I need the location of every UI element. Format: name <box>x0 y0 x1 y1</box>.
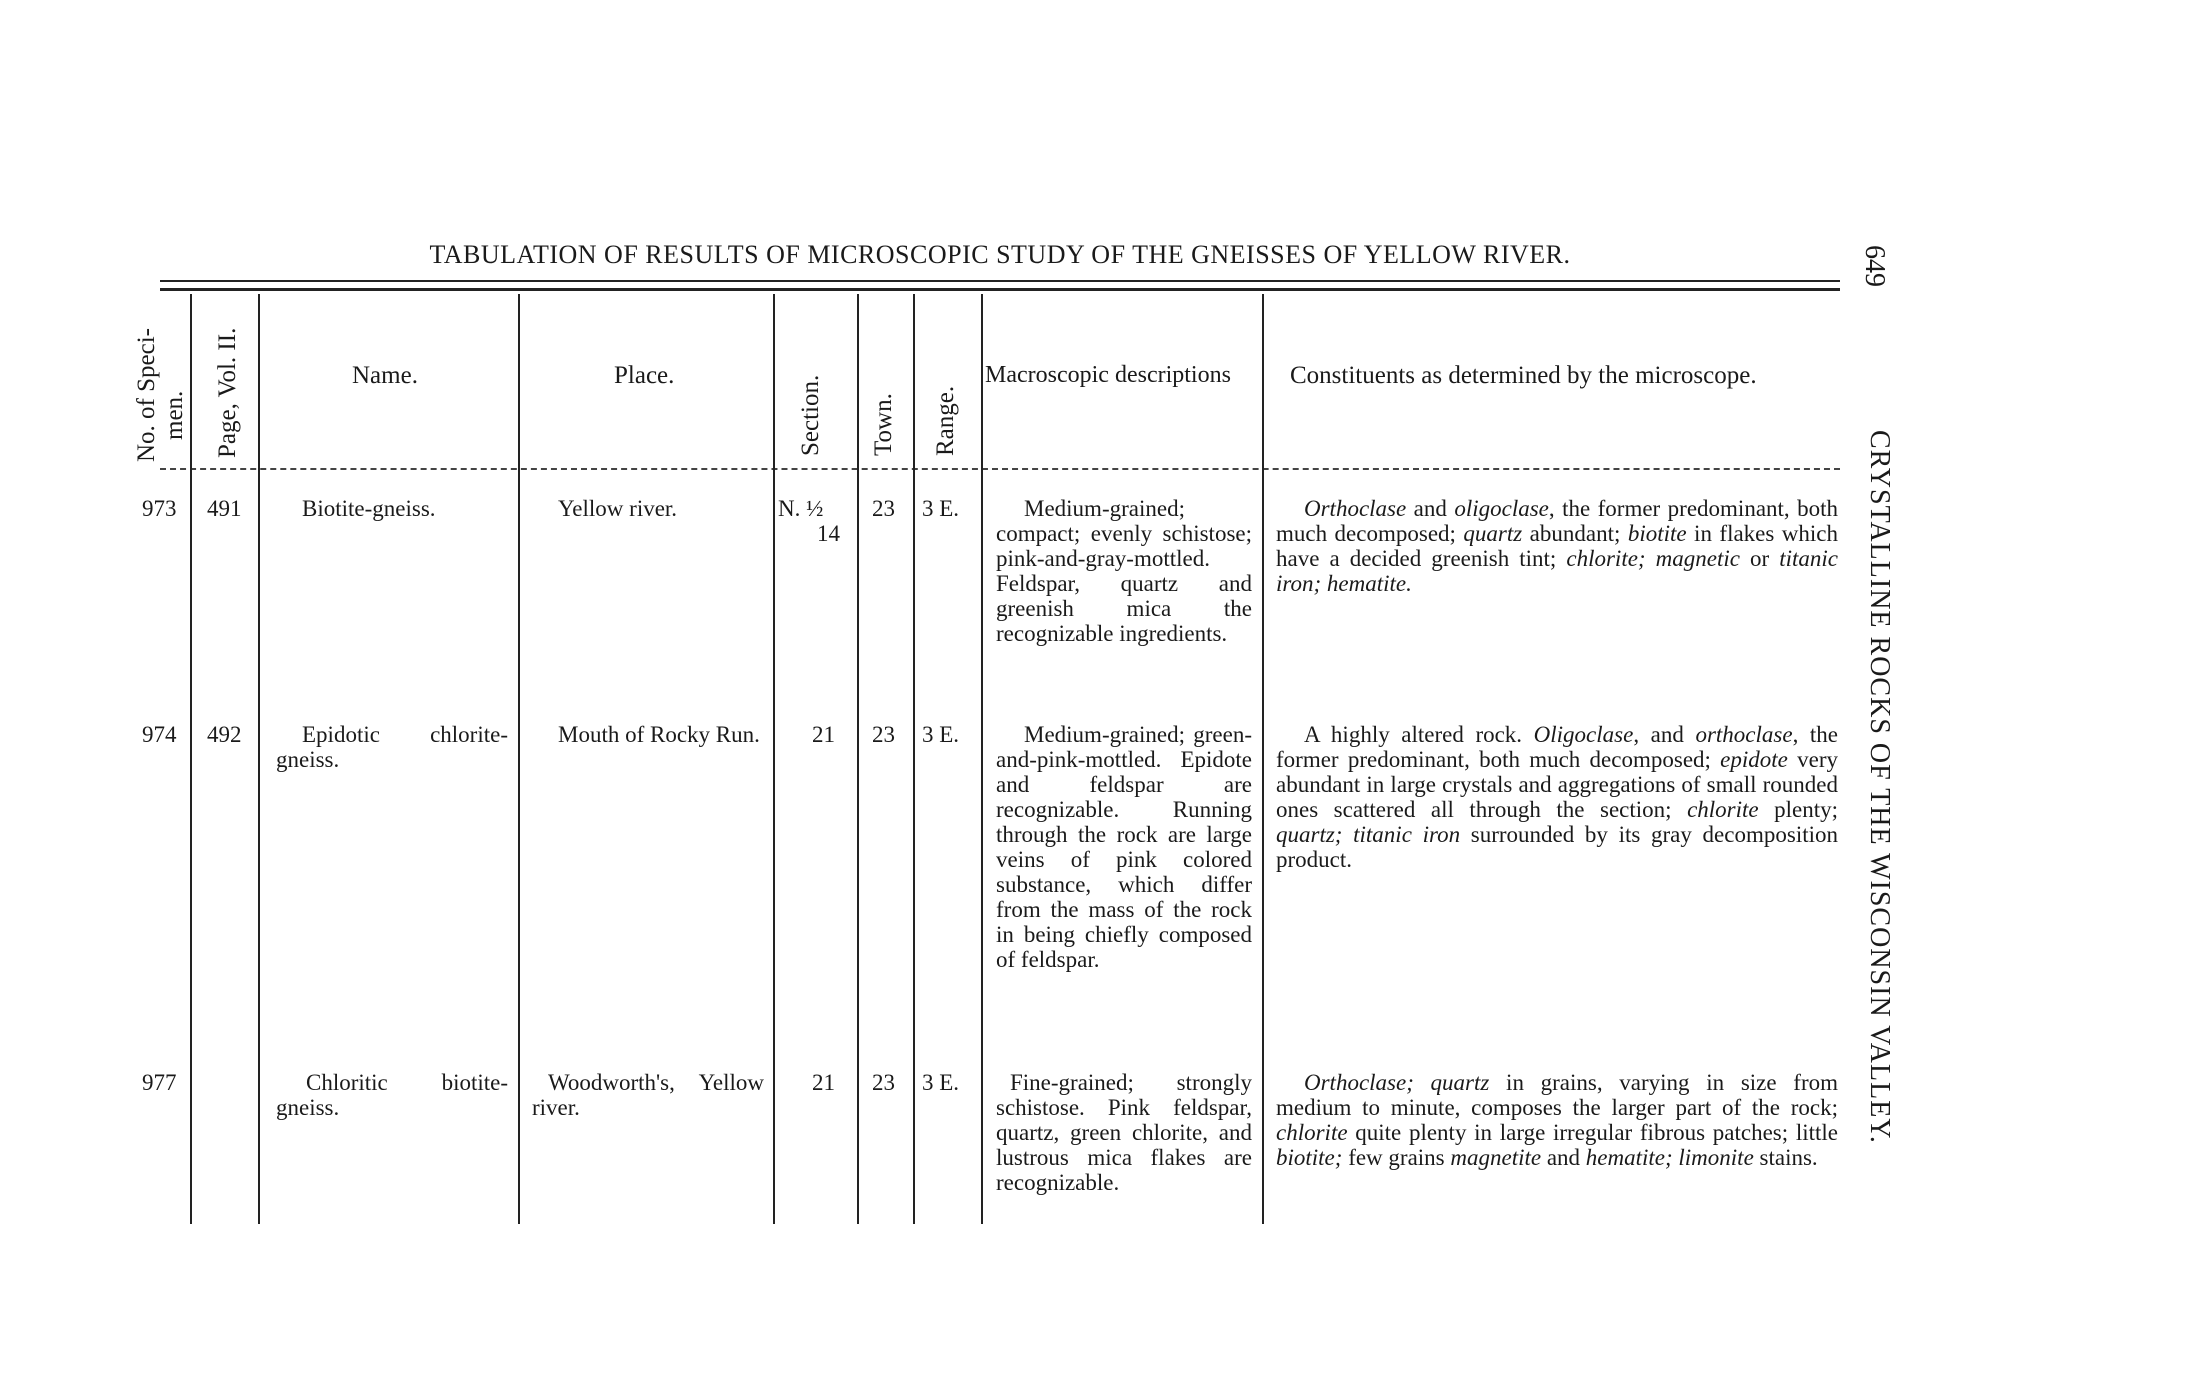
constituents <box>1276 722 1838 872</box>
constituent-text: very abundant in large crystals and aggregations of small rounded ones scattered all through the section; <box>1276 747 1838 822</box>
range: 3 E. <box>922 496 960 521</box>
mineral-name: Oligoclase <box>1533 722 1634 747</box>
mineral-name: chlorite <box>1276 1120 1348 1145</box>
constituents <box>1276 496 1838 596</box>
col-line-4 <box>773 294 775 1224</box>
constituent-text: plenty; <box>1758 797 1838 822</box>
macroscopic-description: Fine-grained; strongly schistose. Pink feldspar, quartz, green chlorite, and lustrous mica flakes are recognizable. <box>996 1070 1252 1195</box>
page-ref: 491 <box>207 496 242 521</box>
constituent-text: in flakes which have a decided greenish tint; <box>1276 521 1838 571</box>
header-town: Town. <box>870 393 897 456</box>
header-macroscopic: Macroscopic descriptions <box>985 362 1231 388</box>
place: Woodworth's, Yellow river. <box>532 1070 764 1120</box>
header-rule <box>160 468 1840 470</box>
page-ref: 492 <box>207 722 242 747</box>
mineral-name: biotite <box>1627 521 1687 546</box>
mineral-name: oligoclase <box>1454 496 1549 521</box>
top-rule-1 <box>160 280 1840 282</box>
constituent-text: in grains, varying in size from medium to minute, composes the larger part of the rock; <box>1276 1070 1838 1120</box>
col-line-3 <box>518 294 520 1224</box>
table-title: TABULATION OF RESULTS OF MICROSCOPIC STUDY OF THE GNEISSES OF YELLOW RIVER. <box>429 240 1571 269</box>
header-range: Range. <box>932 385 959 456</box>
top-rule-2 <box>160 288 1840 291</box>
mineral-name: titanic iron; hematite. <box>1276 546 1838 596</box>
col-line-5 <box>857 294 859 1224</box>
constituent-text: stains. <box>1753 1145 1818 1170</box>
town: 23 <box>872 1070 895 1095</box>
header-constituents: Constituents as determined by the microscope. <box>1290 362 1757 389</box>
mineral-name: chlorite <box>1687 797 1759 822</box>
specimen-no: 974 <box>142 722 177 747</box>
mineral-name: orthoclase <box>1695 722 1793 747</box>
specimen-no: 977 <box>142 1070 177 1095</box>
mineral-name: epidote <box>1720 747 1788 772</box>
constituent-text: , the former predominant, both much decomposed; <box>1276 496 1839 546</box>
section-line1: N. ½ <box>778 496 824 521</box>
col-line-6 <box>913 294 915 1224</box>
header-section: Section. <box>797 374 824 456</box>
constituents <box>1276 1070 1838 1170</box>
mineral-name: quartz; titanic iron <box>1276 822 1461 847</box>
place: Mouth of Rocky Run. <box>558 722 760 747</box>
header-specimen-line1: No. of Speci- <box>133 328 160 462</box>
mineral-name: Orthoclase <box>1304 496 1407 521</box>
constituent-text: , and <box>1633 722 1696 747</box>
constituent-text: quite plenty in large irregular fibrous patches; little <box>1347 1120 1838 1145</box>
constituent-text: abundant; <box>1522 521 1628 546</box>
col-line-1 <box>190 294 192 1224</box>
constituent-text: A highly altered rock. <box>1304 722 1534 747</box>
specimen-no: 973 <box>142 496 177 521</box>
rock-name: Chloritic biotite-gneiss. <box>276 1070 508 1120</box>
constituent-text: and <box>1406 496 1455 521</box>
header-page-vol: Page, Vol. II. <box>214 327 241 458</box>
place: Yellow river. <box>558 496 678 521</box>
constituent-text: and <box>1541 1145 1586 1170</box>
constituent-text: , the former predominant, both much decomposed; <box>1276 722 1838 772</box>
header-specimen-line2: men. <box>161 390 188 440</box>
range: 3 E. <box>922 1070 960 1095</box>
section: 21 <box>812 1070 835 1095</box>
section: 21 <box>812 722 835 747</box>
range: 3 E. <box>922 722 960 747</box>
header-place: Place. <box>614 362 675 389</box>
mineral-name: biotite; <box>1276 1145 1343 1170</box>
mineral-name: magnetite <box>1450 1145 1542 1170</box>
constituent-text: surrounded by its gray decomposition product. <box>1276 822 1838 872</box>
col-line-8 <box>1262 294 1264 1224</box>
town: 23 <box>872 496 895 521</box>
mineral-name: Orthoclase; quartz <box>1304 1070 1490 1095</box>
section <box>778 496 854 546</box>
mineral-name: quartz <box>1463 521 1523 546</box>
mineral-name: hematite; limonite <box>1585 1145 1754 1170</box>
rock-name: Biotite-gneiss. <box>302 496 436 521</box>
header-name: Name. <box>352 362 418 389</box>
col-line-7 <box>981 294 983 1224</box>
rock-name: Epidotic chlorite-gneiss. <box>276 722 508 772</box>
macroscopic-description: Medium-grained; green-and-pink-mottled. Epidote and feldspar are recognizable. Running through the rock are large veins of pink colored substance, which differ from the mass of the rock in being chiefly composed of feldspar. <box>996 722 1252 972</box>
header-specimen-no <box>133 328 189 462</box>
macroscopic-description: Medium-grained; compact; evenly schistose; pink-and-gray-mottled. Feldspar, quartz and greenish mica the recognizable ingredients. <box>996 496 1252 646</box>
town: 23 <box>872 722 895 747</box>
col-line-2 <box>258 294 260 1224</box>
page-number: 649 <box>1859 245 1890 287</box>
constituent-text: few grains <box>1342 1145 1451 1170</box>
constituent-text: or <box>1739 546 1780 571</box>
running-title: CRYSTALLINE ROCKS OF THE WISCONSIN VALLEY. <box>1864 430 1895 1144</box>
mineral-name: chlorite; magnetic <box>1566 546 1740 571</box>
section-line2: 14 <box>817 521 840 546</box>
